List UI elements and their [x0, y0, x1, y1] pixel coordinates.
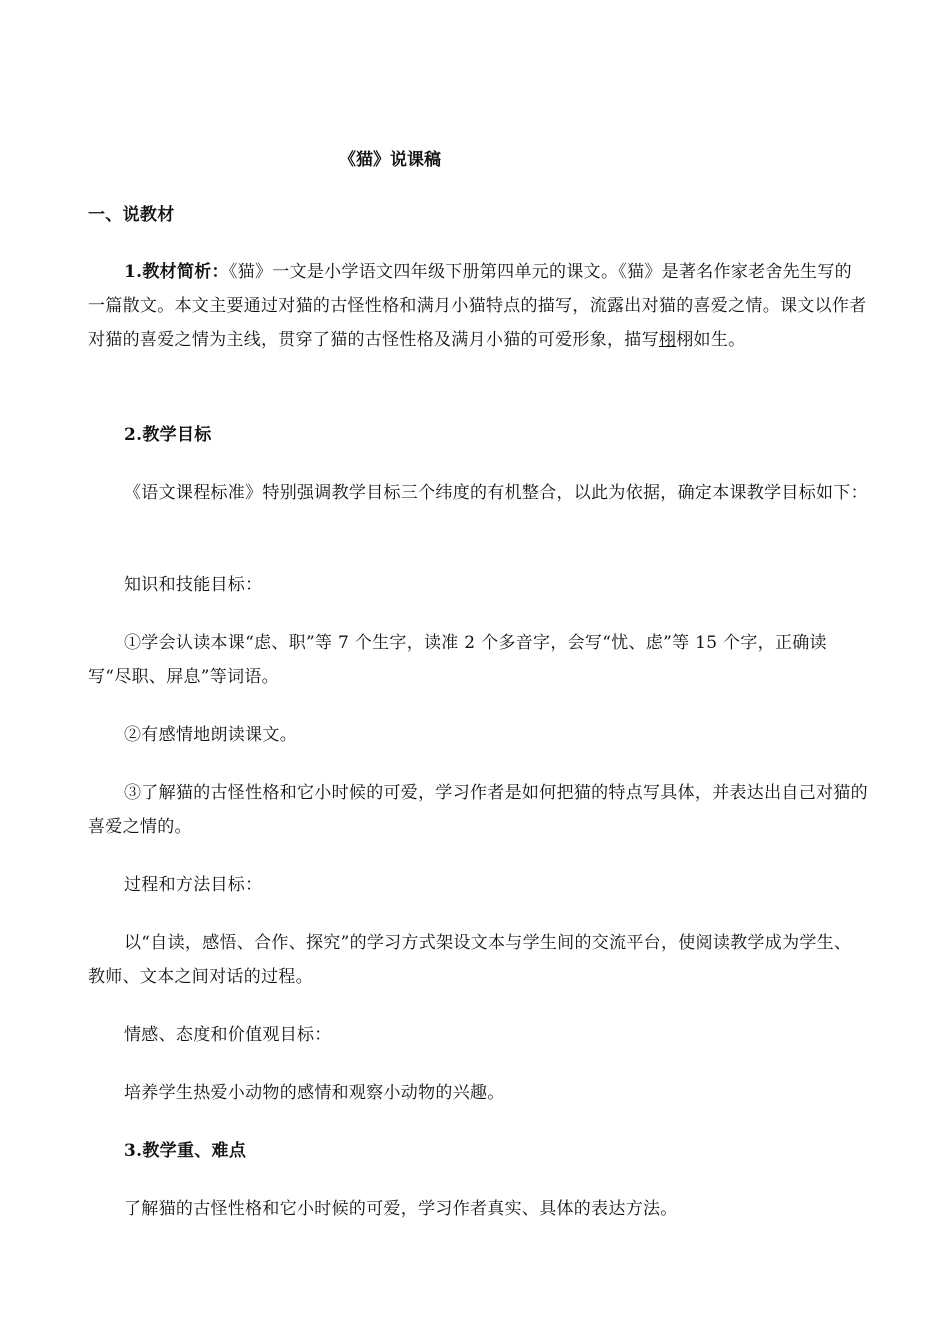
paragraph-process-goals: 以“自读，感悟、合作、探究”的学习方式架设文本与学生间的交流平台，使阅读教学成为学生、教师、文本之间对话的过程。	[88, 933, 852, 987]
paragraph-material-analysis	[88, 255, 868, 357]
material-analysis-label: 1.教材简析：	[124, 262, 229, 282]
paragraph-emotion-goals: 培养学生热爱小动物的感情和观察小动物的兴趣。	[124, 1083, 505, 1103]
paragraph-goal-2: ②有感情地朗读课文。	[124, 725, 297, 745]
material-analysis-text: 《猫》一文是小学语文四年级下册第四单元的课文。《猫》是著名作家老舍先生写的一篇散文。本文主要通过对猫的古怪性格和满月小猫特点的描写，流露出对猫的喜爱之情。课文以作者对猫的喜爱之情为主线，贯穿了猫的古怪性格及满月小猫的可爱形象，描写	[88, 262, 867, 350]
paragraph-goal-1: ①学会认读本课“虑、职”等 7 个生字，读准 2 个多音字，会写“忧、虑”等 15 个字，正确读写“尽职、屏息”等词语。	[88, 633, 827, 687]
section-heading-teaching-material: 一、说教材	[88, 205, 175, 225]
paragraph-process-goals-label: 过程和方法目标：	[124, 875, 263, 895]
paragraph-curriculum-standard: 《语文课程标准》特别强调教学目标三个纬度的有机整合，以此为依据，确定本课教学目标如下：	[124, 483, 868, 503]
document-title: 《猫》说课稿	[339, 150, 441, 170]
underlined-character: 栩	[658, 330, 677, 350]
paragraph-knowledge-goals-label: 知识和技能目标：	[124, 575, 263, 595]
paragraph-key-points: 了解猫的古怪性格和它小时候的可爱，学习作者真实、具体的表达方法。	[124, 1199, 678, 1219]
paragraph-goal-3: ③了解猫的古怪性格和它小时候的可爱，学习作者是如何把猫的特点写具体，并表达出自己对猫的喜爱之情的。	[88, 783, 868, 837]
paragraph-emotion-goals-label: 情感、态度和价值观目标：	[124, 1025, 332, 1045]
heading-teaching-goals: 2.教学目标	[124, 425, 212, 445]
material-analysis-text-end: 栩如生。	[676, 330, 746, 350]
heading-key-difficult-points: 3.教学重、难点	[124, 1141, 247, 1161]
